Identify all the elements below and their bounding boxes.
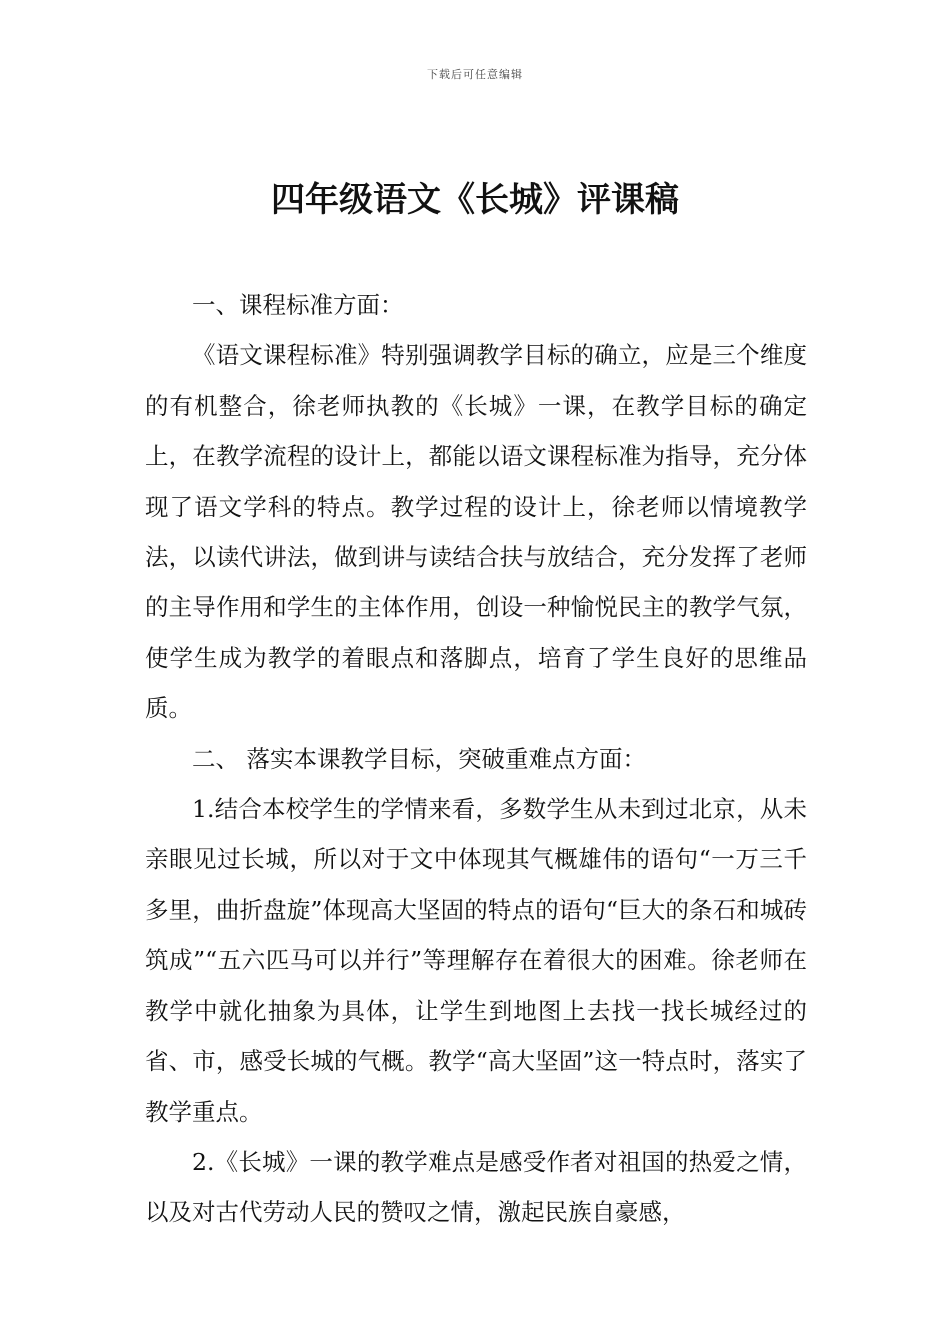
document-body xyxy=(145,280,807,1238)
paragraph-point-1: 1.结合本校学生的学情来看，多数学生从未到过北京，从未亲眼见过长城，所以对于文中体现其气概雄伟的语句“一万三千多里，曲折盘旋”体现高大坚固的特点的语句“巨大的条石和城砖筑成”“五六匹马可以并行”等理解存在着很大的困难。徐老师在教学中就化抽象为具体，让学生到地图上去找一找长城经过的省、市，感受长城的气概。教学“高大坚固”这一特点时，落实了教学重点。 xyxy=(145,795,807,1126)
document-title: 四年级语文《长城》评课稿 xyxy=(271,180,679,220)
paragraph-point-2: 2.《长城》一课的教学难点是感受作者对祖国的热爱之情，以及对古代劳动人民的赞叹之情，激起民族自豪感， xyxy=(145,1147,807,1227)
section-heading-curriculum-standard: 一、课程标准方面： xyxy=(192,291,404,319)
paragraph-curriculum-standard: 《语文课程标准》特别强调教学目标的确立，应是三个维度的有机整合，徐老师执教的《长城》一课，在教学目标的确定上，在教学流程的设计上，都能以语文课程标准为指导，充分体现了语文学科的特点。教学过程的设计上，徐老师以情境教学法，以读代讲法，做到讲与读结合扶与放结合，充分发挥了老师的主导作用和学生的主体作用，创设一种愉悦民主的教学气氛，使学生成为教学的着眼点和落脚点，培育了学生良好的思维品质。 xyxy=(145,341,807,723)
section-heading-teaching-goals: 二、 落实本课教学目标，突破重难点方面： xyxy=(192,744,646,773)
header-note: 下载后可任意编辑 xyxy=(427,68,523,81)
